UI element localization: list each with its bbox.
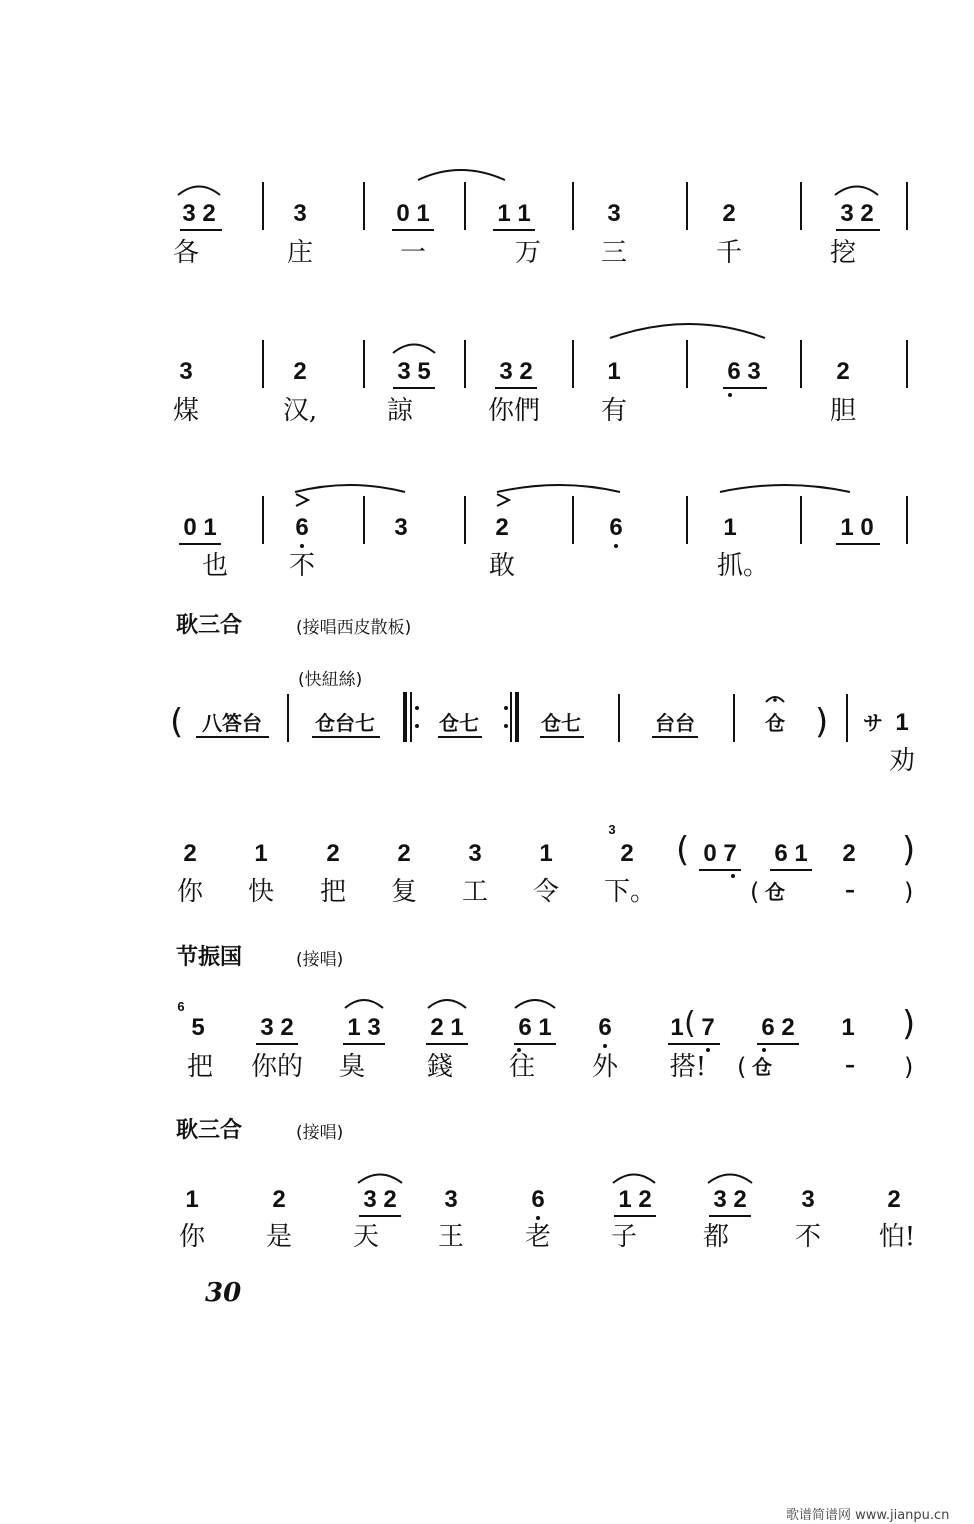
note-group: 6 1 [774, 840, 808, 867]
lyric: 挖 [829, 238, 857, 268]
open-paren: ( [684, 1006, 696, 1041]
lyric: 怕! [878, 1222, 916, 1252]
beam-underline [668, 1043, 720, 1045]
lyric: 下。 [603, 877, 657, 907]
tempo-note: (快紐絲) [298, 670, 363, 690]
close-paren: ) [904, 1053, 914, 1081]
lyric: 汉, [282, 396, 318, 426]
lyric: 錢 [426, 1052, 454, 1082]
note-group: 2 [183, 840, 197, 867]
lyric: 不 [794, 1222, 822, 1252]
lyric: 往 [508, 1052, 536, 1082]
note-group: 1 2 [618, 1186, 652, 1213]
percussion-syllables: 台台 [655, 711, 695, 735]
repeat-dot [504, 706, 508, 710]
repeat-dot [415, 706, 419, 710]
bar-line [262, 340, 264, 388]
accent-mark [296, 494, 308, 506]
repeat-end-thick-bar [515, 692, 519, 742]
bar-line [800, 496, 802, 544]
beam-underline [495, 387, 537, 389]
lyric: 也 [201, 551, 229, 581]
note-group: 2 [887, 1186, 901, 1213]
bar-line [363, 182, 365, 230]
beam-underline [180, 229, 222, 231]
note-group: 2 [836, 358, 850, 385]
lyric: 抓。 [716, 551, 770, 581]
percussion-syllables: 仓台七 [315, 711, 375, 735]
repeat-dot [504, 724, 508, 728]
page-number: 30 [205, 1278, 242, 1308]
open-paren: ( [170, 702, 184, 742]
note-group: 1 3 [347, 1014, 381, 1041]
lyric: 煤 [172, 396, 200, 426]
lyric: 千 [715, 238, 743, 268]
repeat-start-thin-bar [410, 692, 412, 742]
singer-name: 耿三合 [176, 1118, 243, 1143]
beam-underline [312, 736, 380, 738]
lyric: 一 [399, 238, 427, 268]
slur [720, 485, 850, 492]
bar-line [846, 694, 848, 742]
bar-line [906, 182, 908, 230]
bar-line [464, 340, 466, 388]
beam-underline [493, 229, 535, 231]
percussion-syllables: 仓 [752, 1055, 772, 1079]
lyric: 外 [591, 1052, 619, 1082]
lyric: 臭 [338, 1052, 366, 1082]
repeat-dot [415, 724, 419, 728]
bar-line [686, 496, 688, 544]
note-group: 1 [254, 840, 268, 867]
low-octave-dot [731, 874, 735, 878]
percussion-syllables: 仓 [765, 711, 785, 735]
note-group: 1 [607, 358, 621, 385]
slur [358, 1175, 402, 1184]
repeat-end-thin-bar [510, 692, 512, 742]
beam-underline [652, 736, 698, 738]
lyric: 不 [288, 551, 316, 581]
lyric: 庄 [286, 238, 314, 268]
beam-underline [343, 1043, 385, 1045]
performance-note: (接唱) [296, 950, 344, 970]
bar-line [363, 496, 365, 544]
beam-underline [614, 1215, 656, 1217]
note-group: 2 [842, 840, 856, 867]
note-group: 1 [723, 514, 737, 541]
lyric: 令 [532, 877, 560, 907]
note-group: 3 [607, 200, 621, 227]
lyric: 万 [514, 238, 542, 268]
slur [610, 324, 765, 338]
grace-note: 6 [177, 999, 185, 1014]
lyric: 劝 [888, 746, 916, 776]
bar-line [906, 340, 908, 388]
lyric: 王 [437, 1222, 465, 1252]
beam-underline [699, 869, 741, 871]
slur [178, 187, 220, 196]
percussion-syllables: 仓 [765, 880, 785, 904]
open-paren: ( [737, 1053, 747, 1081]
slur [708, 1175, 752, 1184]
performance-note: (接唱西皮散板) [296, 618, 412, 638]
note-group: 1 [895, 709, 909, 736]
slur [515, 1000, 555, 1008]
close-paren: ) [902, 1004, 916, 1044]
note-group: 3 [394, 514, 408, 541]
lyric: 老 [524, 1222, 552, 1252]
lyric: 是 [265, 1222, 293, 1252]
bar-line [733, 694, 735, 742]
repeat-start-thick-bar [403, 692, 407, 742]
performance-note: (接唱) [296, 1123, 344, 1143]
lyric: 你 [176, 877, 204, 907]
slur [497, 485, 620, 492]
note-group: 5 [191, 1014, 205, 1041]
note-group: 3 2 [182, 200, 216, 227]
beam-underline [426, 1043, 468, 1045]
note-group: 6 [531, 1186, 545, 1213]
low-octave-dot [536, 1216, 540, 1220]
lyric: 把 [186, 1052, 214, 1082]
note-group: 2 [495, 514, 509, 541]
note-group: 7 [701, 1014, 715, 1041]
beam-underline [540, 736, 584, 738]
lyric: 三 [600, 238, 628, 268]
lyric: 复 [390, 877, 418, 907]
bar-line [686, 182, 688, 230]
note-group: 1 1 [497, 200, 531, 227]
lyric: 都 [702, 1222, 730, 1252]
bar-line [906, 496, 908, 544]
percussion-syllables: 仓七 [439, 711, 479, 735]
slur [428, 1000, 466, 1008]
lyric: 胆 [829, 396, 857, 426]
low-octave-dot [300, 544, 304, 548]
note-group: 3 5 [397, 358, 431, 385]
note-group: 1 [185, 1186, 199, 1213]
note-group: 2 [620, 840, 634, 867]
note-group: 2 [272, 1186, 286, 1213]
low-octave-dot [728, 393, 732, 397]
note-group: 1 [841, 1014, 855, 1041]
beam-underline [359, 1215, 401, 1217]
note-group: 3 2 [363, 1186, 397, 1213]
lyric: 諒 [386, 396, 414, 426]
beam-underline [393, 387, 435, 389]
note-group: 2 [722, 200, 736, 227]
lyric: 把 [319, 877, 347, 907]
note-group: 2 1 [430, 1014, 464, 1041]
beam-underline [757, 1043, 799, 1045]
lyric: 敢 [488, 551, 516, 581]
slur [613, 1175, 655, 1184]
bar-line [572, 496, 574, 544]
low-octave-dot [706, 1048, 710, 1052]
bar-line [287, 694, 289, 742]
lyric: 你們 [487, 396, 541, 426]
note-group: 3 [801, 1186, 815, 1213]
note-group: 1 [670, 1014, 684, 1041]
low-octave-dot [614, 544, 618, 548]
note-group: 3 2 [499, 358, 533, 385]
bar-line [572, 182, 574, 230]
note-group: 6 3 [727, 358, 761, 385]
bar-line [618, 694, 620, 742]
slur [295, 485, 405, 492]
close-paren: ) [815, 702, 829, 742]
note-group: 3 [179, 358, 193, 385]
lyric: 快 [247, 877, 275, 907]
beam-underline [836, 543, 880, 545]
bar-line [363, 340, 365, 388]
note-group: 6 [609, 514, 623, 541]
note-group: 0 7 [703, 840, 737, 867]
note-group: 6 1 [518, 1014, 552, 1041]
beam-underline [256, 1043, 298, 1045]
low-octave-dot [603, 1044, 607, 1048]
lyric: 天 [352, 1222, 380, 1252]
beam-underline [723, 387, 767, 389]
note-group: 3 [444, 1186, 458, 1213]
note-group: 1 0 [840, 514, 874, 541]
slur [835, 187, 878, 196]
note-group: 3 [468, 840, 482, 867]
beam-underline [179, 543, 221, 545]
beam-underline [709, 1215, 751, 1217]
beam-underline [514, 1043, 556, 1045]
open-paren: ( [750, 878, 760, 906]
note-group: 6 [295, 514, 309, 541]
bar-line [464, 496, 466, 544]
slur [393, 345, 435, 354]
singer-name: 耿三合 [176, 613, 243, 638]
note-group: 3 2 [713, 1186, 747, 1213]
lyric: 各 [172, 238, 200, 268]
bar-line [800, 182, 802, 230]
percussion-syllables: – [845, 1053, 855, 1077]
lyric: 子 [610, 1222, 638, 1252]
bar-line [262, 496, 264, 544]
note-group: 6 2 [761, 1014, 795, 1041]
slur [418, 170, 505, 180]
percussion-syllables: 八答台 [202, 711, 262, 735]
accent-mark [497, 494, 509, 506]
low-octave-dot [762, 1048, 766, 1052]
lyric: 搭! [669, 1052, 707, 1082]
beam-underline [770, 869, 812, 871]
lyric: 工 [461, 877, 489, 907]
note-group: 2 [326, 840, 340, 867]
close-paren: ) [904, 878, 914, 906]
note-group: 3 2 [840, 200, 874, 227]
free-meter-sign: サ [863, 711, 883, 735]
bar-line [572, 340, 574, 388]
slur [345, 1000, 383, 1008]
open-paren: ( [676, 830, 690, 870]
bar-line [686, 340, 688, 388]
beam-underline [196, 736, 269, 738]
singer-name: 节振国 [176, 945, 243, 970]
note-group: 2 [293, 358, 307, 385]
note-group: 3 [293, 200, 307, 227]
bar-line [464, 182, 466, 230]
note-group: 3 2 [260, 1014, 294, 1041]
note-group: 2 [397, 840, 411, 867]
bar-line [262, 182, 264, 230]
beam-underline [438, 736, 482, 738]
watermark: 歌谱简谱网 www.jianpu.cn [786, 1508, 950, 1523]
bar-line [800, 340, 802, 388]
grace-note: 3 [608, 822, 616, 837]
note-group: 6 [598, 1014, 612, 1041]
beam-underline [392, 229, 434, 231]
note-group: 1 [539, 840, 553, 867]
close-paren: ) [902, 830, 916, 870]
lyric: 你的 [250, 1052, 304, 1082]
percussion-syllables: 仓七 [541, 711, 581, 735]
lyric: 有 [600, 396, 628, 426]
note-group: 0 1 [396, 200, 430, 227]
percussion-syllables: – [845, 878, 855, 902]
beam-underline [836, 229, 880, 231]
lyric: 你 [178, 1222, 206, 1252]
note-group: 0 1 [183, 514, 217, 541]
